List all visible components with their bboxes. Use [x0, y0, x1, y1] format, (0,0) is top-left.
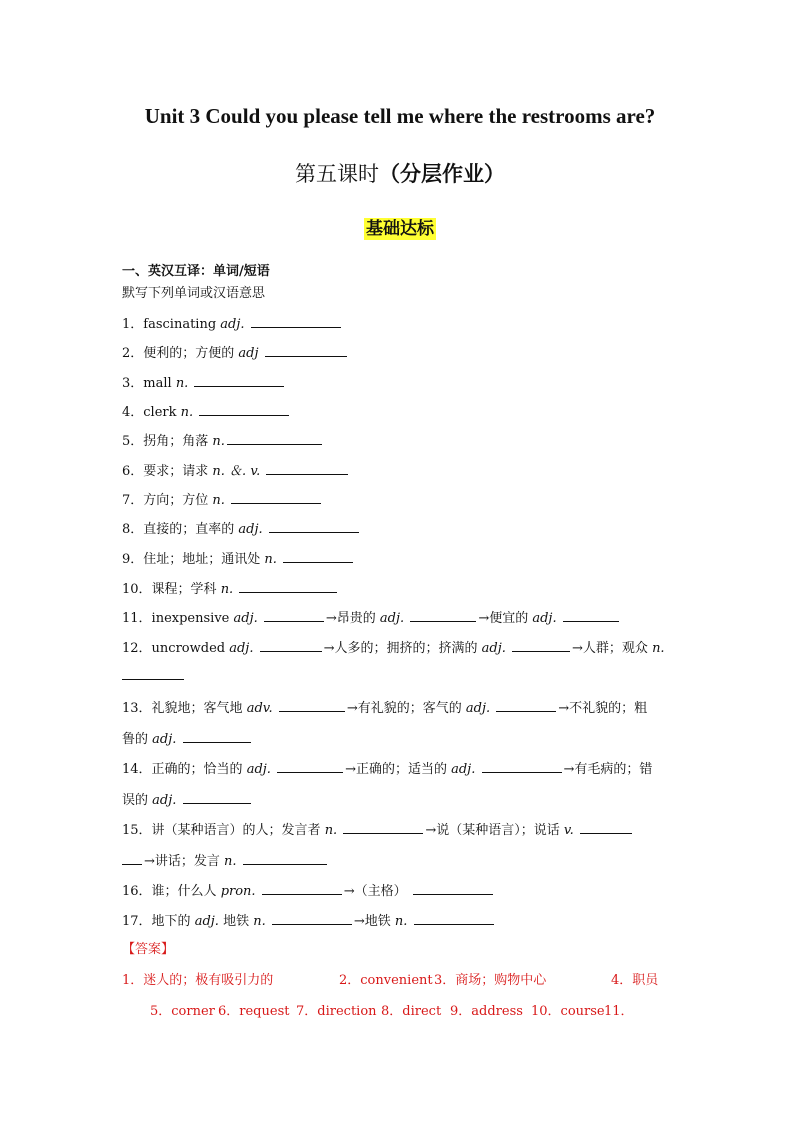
- exercise-item-12-cont: [122, 667, 186, 684]
- answer-item: 11．: [604, 1004, 634, 1019]
- item-text: →不礼貌的；粗: [558, 701, 648, 716]
- exercise-item-3: [122, 372, 286, 391]
- item-number: 1．: [122, 317, 144, 332]
- unit-title: Unit 3 Could you please tell me where the restrooms are?: [144, 104, 656, 128]
- item-text: 要求；请求: [143, 464, 213, 479]
- item-pos: n.: [212, 434, 225, 449]
- exercise-item-1: [122, 313, 343, 332]
- item-pos: adj.: [238, 522, 263, 537]
- answer-blank[interactable]: [580, 821, 632, 834]
- exercise-item-6: [122, 460, 350, 479]
- answer-blank[interactable]: [243, 852, 327, 865]
- item-text: 直接的；直率的: [143, 522, 239, 537]
- lesson-subtitle: [0, 158, 800, 188]
- item-text: 地铁: [218, 914, 254, 929]
- item-number: 12．: [122, 641, 152, 656]
- answer-item: 1．迷人的；极有吸引力的: [122, 973, 274, 988]
- item-pos: n.: [224, 854, 237, 869]
- item-text: →便宜的: [478, 611, 533, 626]
- item-pos: n.: [652, 641, 665, 656]
- exercise-item-10: [122, 578, 339, 597]
- item-number: 3．: [122, 376, 144, 391]
- answer-blank[interactable]: [199, 403, 289, 416]
- subtitle-bold: （分层作业）: [379, 161, 505, 186]
- exercise-item-9: [122, 548, 355, 567]
- answer-blank[interactable]: [414, 912, 494, 925]
- item-text: →人群；观众: [572, 641, 653, 656]
- item-pos: adj.: [194, 914, 219, 929]
- item-number: 17．: [122, 914, 152, 929]
- item-text: →正确的；适当的: [345, 762, 452, 777]
- item-text: →说（某种语言）；说话: [425, 823, 564, 838]
- exercise-item-11: [122, 607, 621, 626]
- item-number: 5．: [122, 434, 144, 449]
- exercise-item-8: [122, 518, 361, 537]
- item-pos: n.: [253, 914, 266, 929]
- item-text: mall: [143, 376, 176, 391]
- item-pos: adj.: [532, 611, 557, 626]
- item-text: inexpensive: [151, 611, 234, 626]
- answer-heading: 【答案】: [122, 942, 175, 957]
- subtitle-plain: 第五课时: [295, 162, 379, 186]
- item-text: →（主格）: [343, 884, 407, 899]
- answer-blank[interactable]: [239, 580, 337, 593]
- answer-item: 8．direct: [381, 1004, 442, 1019]
- answer-blank[interactable]: [563, 609, 619, 622]
- item-pos: n.: [394, 914, 408, 929]
- item-text: 讲（某种语言）的人；发言者: [151, 823, 325, 838]
- exercise-item-13: [122, 697, 647, 716]
- item-text: 正确的；恰当的: [151, 762, 247, 777]
- item-pos: adj.: [152, 793, 177, 808]
- answer-blank[interactable]: [277, 760, 343, 773]
- item-text: 拐角；角落: [143, 434, 213, 449]
- item-text: 方向；方位: [143, 493, 213, 508]
- item-text: →讲话；发言: [144, 854, 225, 869]
- answer-blank[interactable]: [279, 699, 345, 712]
- answer-item: 9．address: [450, 1004, 523, 1019]
- item-number: 6．: [122, 464, 144, 479]
- exercise-item-13-cont: [122, 728, 253, 747]
- exercise-item-15-cont: [122, 850, 329, 869]
- item-pos: v.: [563, 823, 574, 838]
- item-pos: adj.: [246, 762, 271, 777]
- section-heading: 一、英汉互译：单词/短语: [122, 264, 270, 279]
- item-pos: pron.: [220, 884, 256, 899]
- exercise-item-14-cont: [122, 789, 253, 808]
- item-text: 课程；学科: [151, 582, 221, 597]
- answer-blank[interactable]: [265, 344, 347, 357]
- answer-blank[interactable]: [122, 852, 142, 865]
- answer-item: 10．course: [531, 1004, 605, 1019]
- item-text: 便利的；方便的: [143, 346, 239, 361]
- exercise-item-5: [122, 430, 324, 449]
- item-number: 7．: [122, 493, 144, 508]
- exercise-item-16: [122, 880, 495, 899]
- exercise-item-15: [122, 819, 634, 838]
- answer-item: 3．商场；购物中心: [434, 973, 547, 988]
- item-pos: adj.: [152, 732, 177, 747]
- answer-item: 7．direction: [296, 1004, 377, 1019]
- item-pos: adj.: [451, 762, 476, 777]
- item-number: 13．: [122, 701, 152, 716]
- item-pos: n.: [175, 376, 189, 391]
- item-pos: n.: [180, 405, 194, 420]
- exercise-item-2: [122, 342, 349, 361]
- item-number: 8．: [122, 522, 144, 537]
- answer-blank[interactable]: [482, 760, 562, 773]
- answer-blank[interactable]: [183, 791, 251, 804]
- item-pos: adv.: [246, 701, 273, 716]
- answer-blank[interactable]: [122, 667, 184, 680]
- answer-item: 5．corner: [150, 1004, 215, 1019]
- item-pos: n.: [324, 823, 338, 838]
- item-text: →有礼貌的；客气的: [346, 701, 466, 716]
- item-number: 2．: [122, 346, 144, 361]
- answer-blank[interactable]: [194, 374, 284, 387]
- answer-blank[interactable]: [231, 491, 321, 504]
- answer-item: 4．职员: [611, 973, 659, 988]
- item-pos: adj.: [481, 641, 506, 656]
- exercise-item-14: [122, 758, 652, 777]
- item-number: 14．: [122, 762, 152, 777]
- answer-blank[interactable]: [343, 821, 423, 834]
- exercise-item-4: [122, 401, 291, 420]
- answer-blank[interactable]: [269, 520, 359, 533]
- answer-blank[interactable]: [266, 462, 348, 475]
- answer-blank[interactable]: [283, 550, 353, 563]
- item-text: fascinating: [143, 317, 221, 332]
- item-number: 11．: [122, 611, 152, 626]
- item-text: 谁；什么人: [151, 884, 221, 899]
- item-number: 4．: [122, 405, 144, 420]
- item-text: 住址；地址；通讯处: [143, 552, 265, 567]
- item-pos: n.: [220, 582, 234, 597]
- item-pos: n. ＆. v.: [212, 464, 261, 479]
- level-label: 基础达标: [366, 219, 434, 239]
- answer-item: 2．convenient: [339, 973, 433, 988]
- item-text: 礼貌地；客气地: [151, 701, 247, 716]
- item-number: 15．: [122, 823, 152, 838]
- item-pos: adj.: [233, 611, 258, 626]
- item-text: →昂贵的: [325, 611, 380, 626]
- exercise-item-7: [122, 489, 323, 508]
- answer-item: 6．request: [218, 1004, 290, 1019]
- item-text: clerk: [143, 405, 181, 420]
- answer-blank[interactable]: [251, 315, 341, 328]
- item-pos: adj.: [220, 317, 245, 332]
- item-text: →人多的；拥挤的；挤满的: [323, 641, 482, 656]
- item-text: 鲁的: [122, 732, 153, 747]
- answer-blank[interactable]: [227, 432, 322, 445]
- item-pos: n.: [212, 493, 225, 508]
- item-number: 16．: [122, 884, 152, 899]
- answer-blank[interactable]: [260, 639, 322, 652]
- item-text: uncrowded: [151, 641, 230, 656]
- answer-blank[interactable]: [410, 609, 476, 622]
- answer-blank[interactable]: [512, 639, 570, 652]
- answer-blank[interactable]: [496, 699, 556, 712]
- item-pos: n.: [264, 552, 277, 567]
- level-heading: [0, 214, 800, 239]
- item-pos: adj.: [465, 701, 491, 716]
- section-instruction: 默写下列单词或汉语意思: [122, 286, 266, 301]
- answer-blank[interactable]: [183, 730, 251, 743]
- item-number: 10．: [122, 582, 152, 597]
- item-text: 地下的: [151, 914, 195, 929]
- answer-blank[interactable]: [413, 882, 493, 895]
- answer-blank[interactable]: [264, 609, 324, 622]
- item-pos: adj: [238, 346, 259, 361]
- answer-blank[interactable]: [262, 882, 342, 895]
- item-pos: adj.: [229, 641, 254, 656]
- item-text: 误的: [122, 793, 153, 808]
- item-text: →地铁: [353, 914, 395, 929]
- exercise-item-12: [122, 637, 665, 656]
- item-number: 9．: [122, 552, 144, 567]
- item-pos: adj.: [379, 611, 405, 626]
- exercise-item-17: [122, 910, 496, 929]
- item-text: →有毛病的；错: [563, 762, 653, 777]
- answer-blank[interactable]: [272, 912, 352, 925]
